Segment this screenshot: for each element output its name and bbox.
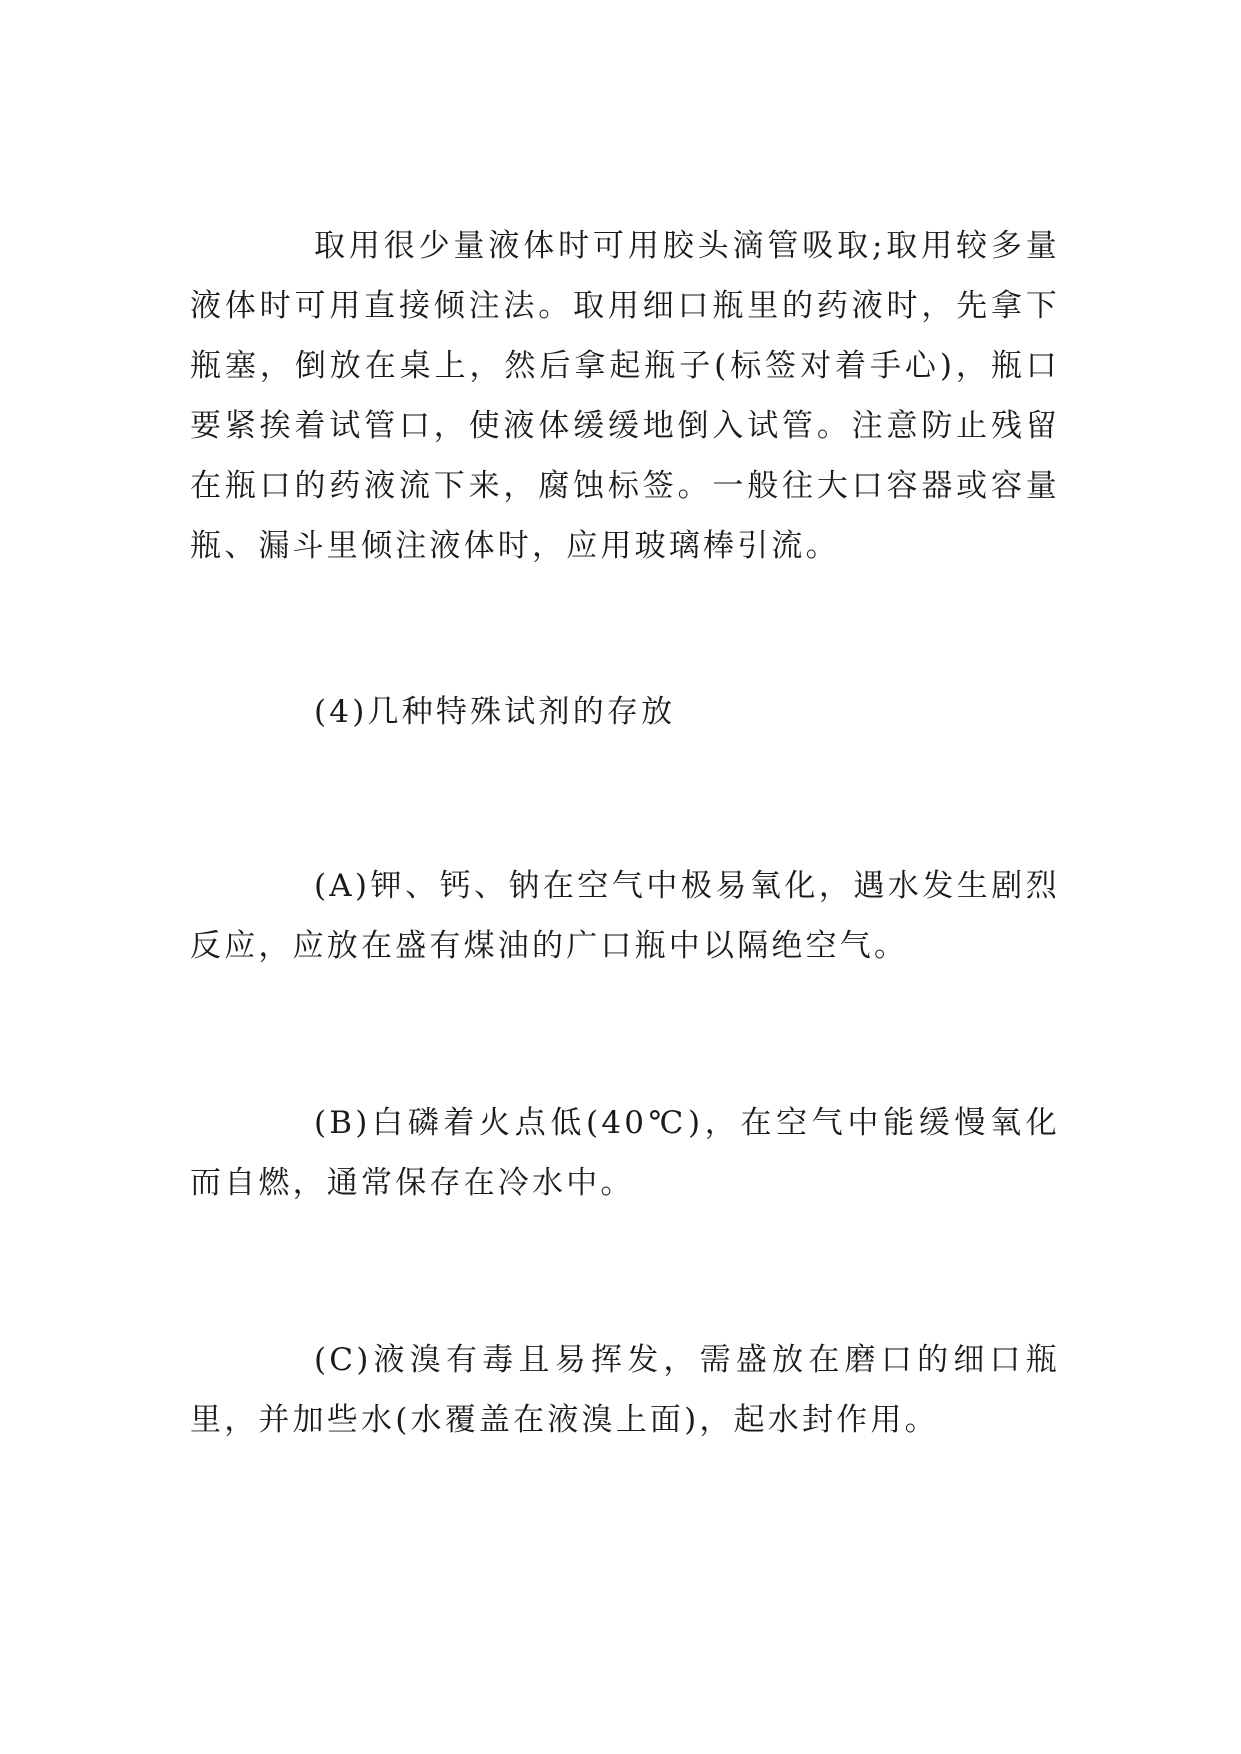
paragraph-item-b: (B)白磷着火点低(40℃)，在空气中能缓慢氧化而自燃，通常保存在冷水中。	[190, 1105, 1060, 1201]
section-heading-special-reagents: (4)几种特殊试剂的存放	[314, 694, 676, 730]
paragraph-liquid-handling: 取用很少量液体时可用胶头滴管吸取;取用较多量液体时可用直接倾注法。取用细口瓶里的药液时，先拿下瓶塞，倒放在桌上，然后拿起瓶子(标签对着手心)，瓶口要紧挨着试管口，使液体缓缓地倒入试管。注意防止残留在瓶口的药液流下来，腐蚀标签。一般往大口容器或容量瓶、漏斗里倾注液体时，应用玻璃棒引流。	[190, 228, 1060, 564]
paragraph-item-a: (A)钾、钙、钠在空气中极易氧化，遇水发生剧烈反应，应放在盛有煤油的广口瓶中以隔绝空气。	[190, 868, 1060, 964]
paragraph-item-c: (C)液溴有毒且易挥发，需盛放在磨口的细口瓶里，并加些水(水覆盖在液溴上面)，起水封作用。	[190, 1342, 1060, 1438]
